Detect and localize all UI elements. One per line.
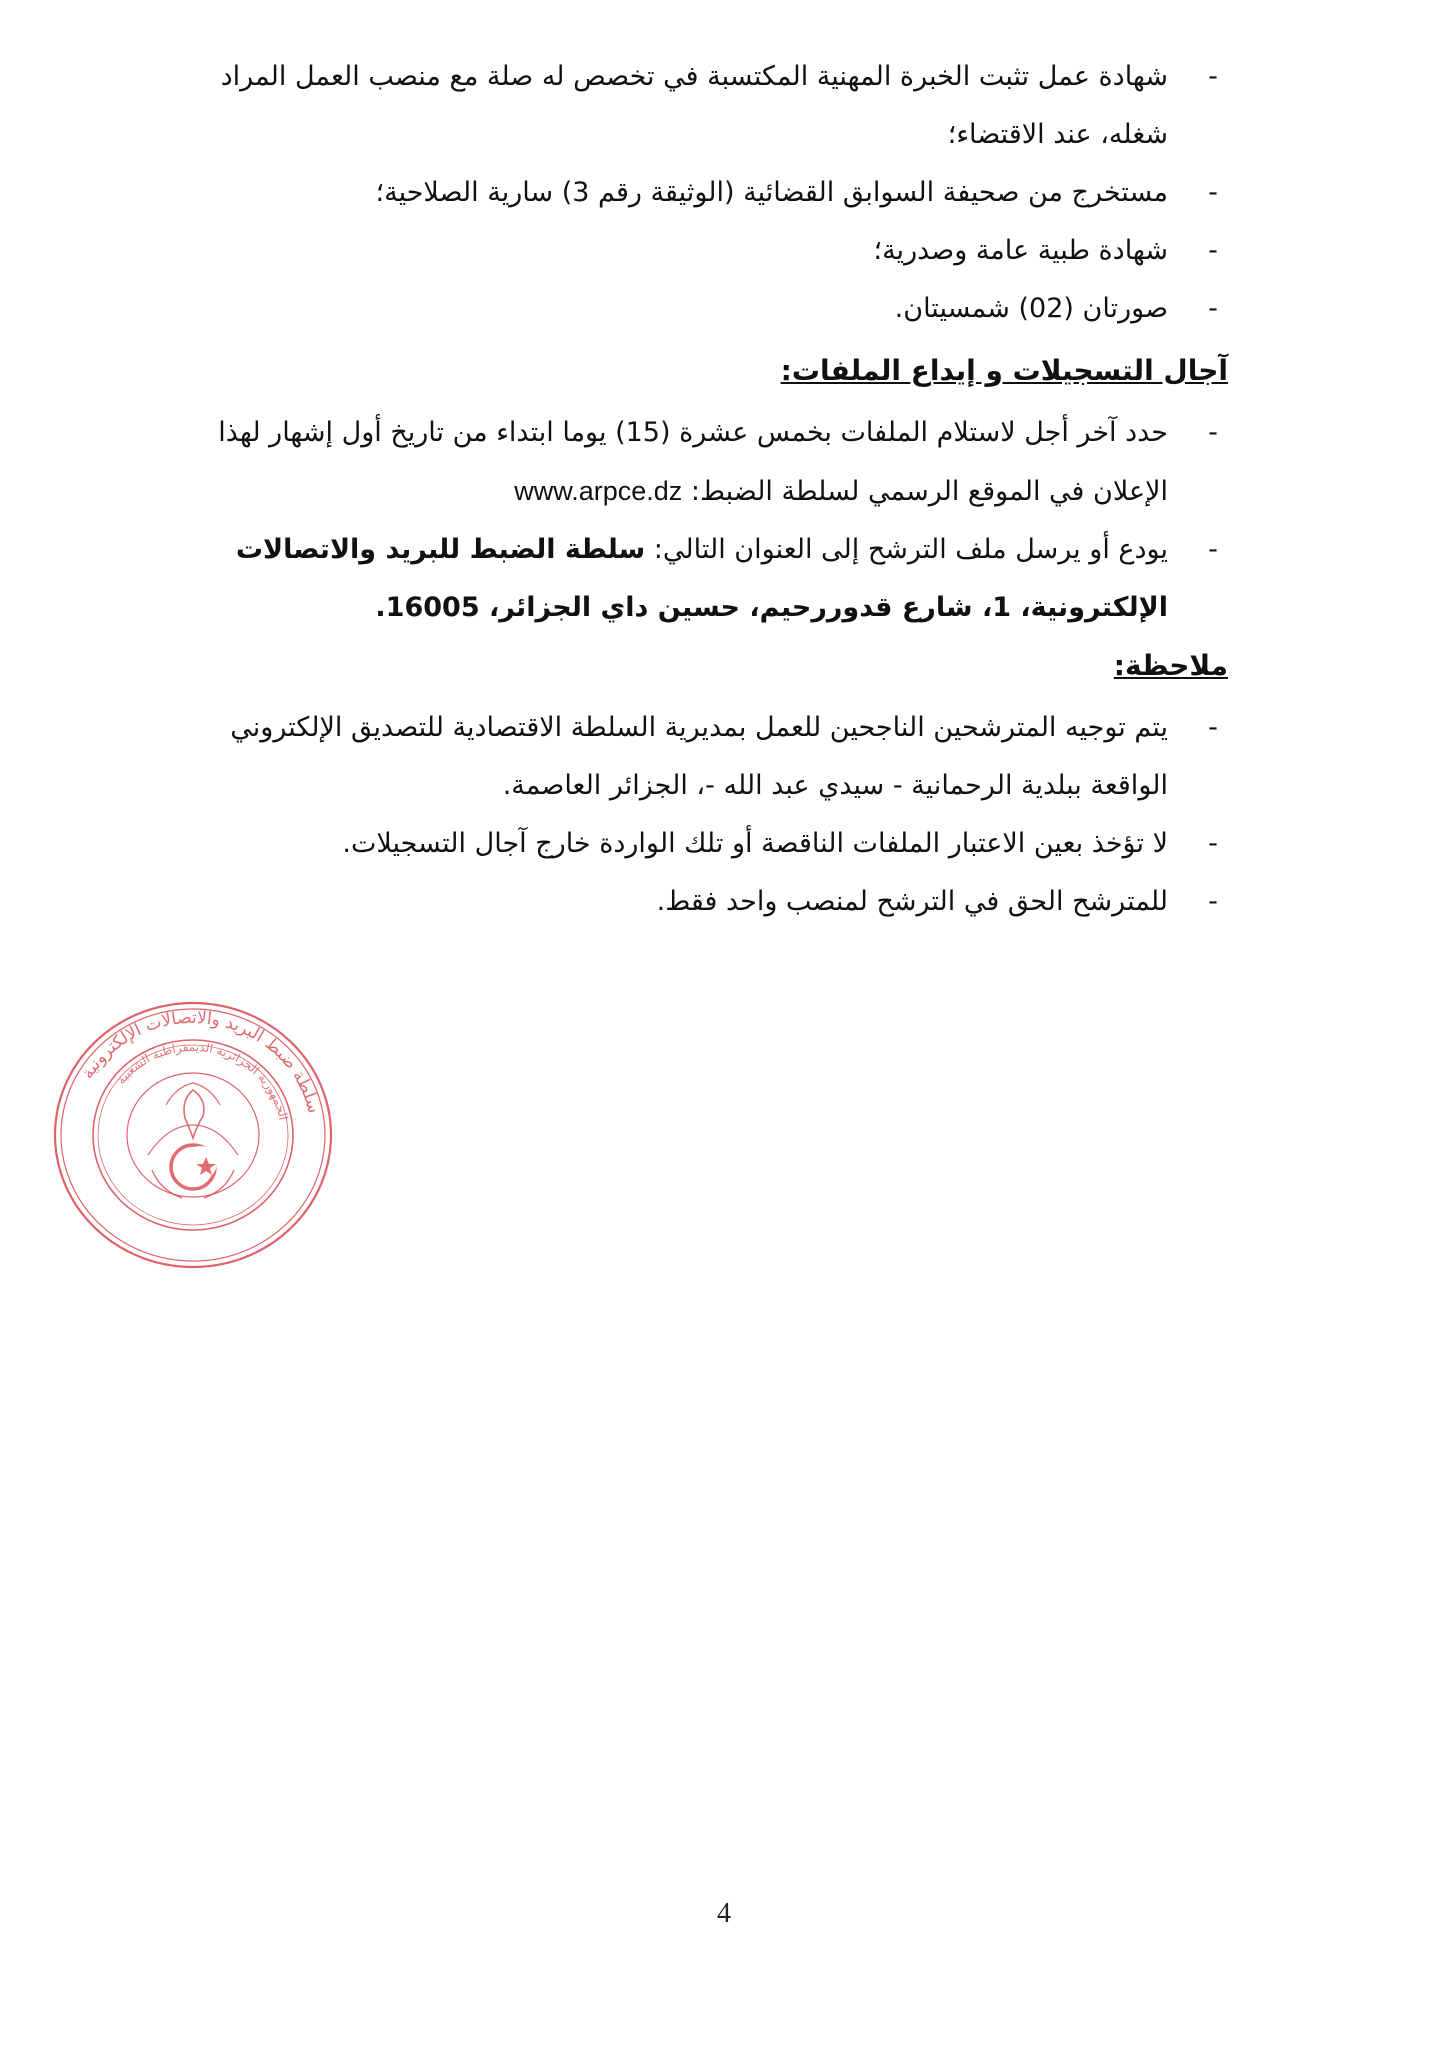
note-text: لا تؤخذ بعين الاعتبار الملفات الناقصة أو تلك الواردة خارج آجال التسجيلات. [342,828,1168,859]
requirement-item-3 [168,222,1228,280]
requirement-text: صورتان (02) شمسيتان. [894,293,1168,324]
bullet-dash: - [1208,293,1218,324]
note-text: للمترشح الحق في الترشح لمنصب واحد فقط. [656,886,1168,917]
page-number: 4 [717,1898,731,1929]
address-text: سلطة الضبط للبريد والاتصالات الإلكترونية، 1، شارع قدوررحيم، حسين داي الجزائر، 16005. [235,534,1168,623]
bullet-dash: - [1208,177,1218,208]
note-item-1 [168,699,1228,815]
stamp-outer-text: سلطة ضبط البريد والاتصالات الإلكترونية [77,1007,324,1116]
requirement-item-2 [168,164,1228,222]
website-link[interactable]: www.arpce.dz [514,476,683,506]
requirement-text: شهادة عمل تثبت الخبرة المهنية المكتسبة في تخصص له صلة مع منصب العمل المراد شغله، عند الاقتضاء؛ [220,61,1168,150]
address-prefix: يودع أو يرسل ملف الترشح إلى العنوان التالي: [653,534,1168,565]
requirement-item-1 [168,48,1228,164]
note-item-2 [168,815,1228,873]
note-text: يتم توجيه المترشحين الناجحين للعمل بمديرية السلطة الاقتصادية للتصديق الإلكتروني الواقعة ببلدية الرحمانية - سيدي عبد الله -، الجزائر العاصمة. [230,712,1168,801]
stamp-inner-text: الجمهورية الجزائرية الديمقراطية الشعبية [113,1039,291,1122]
bullet-dash: - [1208,417,1218,448]
bullet-dash: - [1208,534,1218,565]
bullet-dash: - [1208,712,1218,743]
bullet-dash: - [1208,828,1218,859]
requirement-text: شهادة طبية عامة وصدرية؛ [873,235,1168,266]
official-stamp [48,995,338,1275]
emblem-icon [148,1083,238,1198]
document-body [168,48,1228,931]
bullet-dash: - [1208,61,1218,92]
deadline-item-1 [168,404,1228,521]
note-item-3 [168,873,1228,931]
bullet-dash: - [1208,235,1218,266]
deadline-text: حدد آخر أجل لاستلام الملفات بخمس عشرة (15) يوما ابتداء من تاريخ أول إشهار لهذا الإعلان في الموقع الرسمي لسلطة الضبط: [218,417,1168,507]
deadline-item-2 [168,521,1228,637]
bullet-dash: - [1208,886,1218,917]
deadlines-heading: آجال التسجيلات و إيداع الملفات: [780,354,1228,387]
requirement-item-4 [168,280,1228,338]
notes-heading: ملاحظة: [1113,649,1228,682]
requirement-text: مستخرج من صحيفة السوابق القضائية (الوثيقة رقم 3) سارية الصلاحية؛ [375,177,1168,208]
